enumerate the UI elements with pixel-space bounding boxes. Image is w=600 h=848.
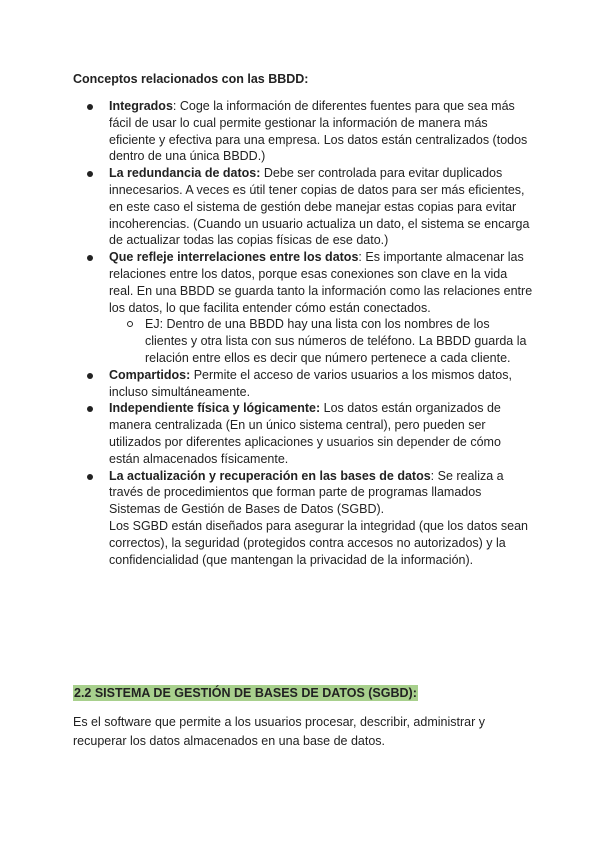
item-text: : Es importante almacenar las relaciones entre los datos, porque esas conexiones son clave en la vida real. En una BBDD se guarda tanto la información como las relaciones entre los datos, lo que facilita entender cómo están conectados. (109, 250, 533, 315)
item-text: Permite el acceso de varios usuarios a los mismos datos, incluso simultáneamente. (109, 367, 512, 399)
section-body: Es el software que permite a los usuarios procesar, describir, administrar y recuperar los datos almacenados en una base de datos. (73, 715, 485, 748)
list-item-compartidos (73, 367, 533, 401)
item-term: Compartidos: (109, 367, 191, 382)
concepts-heading: Conceptos relacionados con las BBDD: (73, 72, 309, 86)
item-text: : Coge la información de diferentes fuentes para que sea más fácil de usar lo cual permite gestionar la información de manera más eficiente y efectiva para una empresa. Los datos están centralizados (todos dentro de una única BBDD.) (109, 99, 528, 164)
item-text: Debe ser controlada para evitar duplicados innecesarios. A veces es útil tener copias de datos para ser más eficientes, en este caso el sistema de gestión debe manejar estas copias para evitar incoherencias. (Cuando un usuario actualiza un dato, el sistema se encarga de actualizar todas las copias físicas de ese dato.) (109, 166, 530, 248)
item-term: Integrados (109, 99, 173, 113)
item-text: : Se realiza a través de procedimientos que forman parte de programas llamados Sistemas de Gestión de Bases de Datos (SGBD). (109, 468, 504, 517)
list-item-actualizacion (73, 468, 533, 569)
item-term: La redundancia de datos: (109, 166, 261, 181)
section-title (73, 686, 418, 700)
item-text: Los datos están organizados de manera centralizada (En un único sistema central), pero pueden ser utilizados por diferentes aplicaciones y usuarios sin depender de cómo están almacenados físicamente. (109, 401, 501, 466)
sub-list (109, 316, 533, 366)
item-extra-paragraph: Los SGBD están diseñados para asegurar la integridad (que los datos sean correctos), la seguridad (protegidos contra accesos no autorizados) y la confidencialidad (que mantengan la privacidad de la información). (109, 518, 529, 567)
list-item-redundancia (73, 165, 533, 249)
sub-list-item-example: EJ: Dentro de una BBDD hay una lista con los nombres de los clientes y otra lista con sus números de teléfono. La BBDD guarda la relación entre ellos es decir que número pertenece a cada cliente. (109, 316, 533, 366)
item-term: La actualización y recuperación en las bases de datos (109, 468, 431, 483)
list-item-integrados (73, 98, 533, 165)
section-title-highlight: 2.2 SISTEMA DE GESTIÓN DE BASES DE DATOS (SGBD): (74, 686, 417, 700)
item-term: Que refleje interrelaciones entre los datos (109, 250, 359, 265)
list-item-independiente (73, 400, 533, 467)
item-term: Independiente física y lógicamente: (109, 401, 321, 416)
list-item-interrelaciones (73, 249, 533, 367)
concepts-list (73, 98, 533, 568)
